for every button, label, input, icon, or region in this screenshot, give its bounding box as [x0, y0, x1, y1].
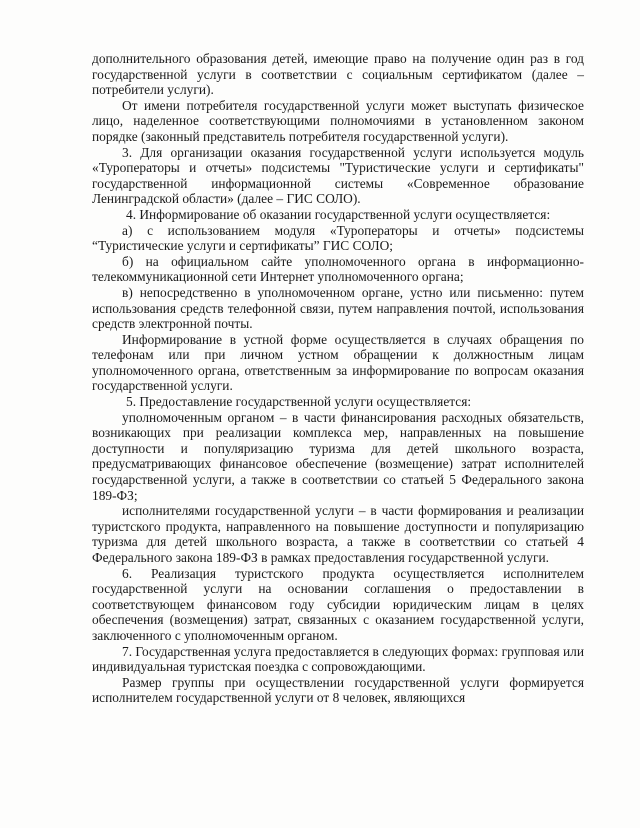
paragraph-5-executors: исполнителями государственной услуги – в части формирования и реализации туристского продукта, направленного на повышение доступности и популяризацию туризма для детей школьного возраста, а также в соответствии со статьей 4 Федерального закона 189-ФЗ в рамках предоставления государственной услуги. [92, 503, 584, 565]
paragraph-4: 4. Информирование об оказании государственной услуги осуществляется: [126, 206, 551, 222]
paragraph-4a: а) с использованием модуля «Туроператоры и отчеты» подсистемы “Туристические услуги и сертификаты” ГИС СОЛО; [92, 222, 584, 254]
paragraph-oral-info: Информирование в устной форме осуществляется в случаях обращения по телефонам или при личном устном обращении к должностным лицам уполномоченного органа, ответственным за информирование по вопросам оказания государственной услуги. [92, 331, 584, 394]
paragraph-5: 5. Предоставление государственной услуги осуществляется: [126, 394, 472, 410]
paragraph-6: 6. Реализация туристского продукта осуществляется исполнителем государственной услуги на основании соглашения о предоставлении в соответствующем финансовом году субсидии юридическим лицам в целях обеспечения (возмещения) затрат, связанных с оказанием государственной услуги, заключенного с уполномоченным органом. [92, 565, 584, 643]
paragraph-representative: От имени потребителя государственной услуги может выступать физическое лицо, наделенное соответствующими полномочиями в установленном законом порядке (законный представитель потребителя государственной услуги). [92, 97, 584, 144]
paragraph-4b: б) на официальном сайте уполномоченного органа в информационно-телекоммуникационной сети Интернет уполномоченного органа; [92, 253, 584, 285]
paragraph-group-size: Размер группы при осуществлении государственной услуги формируется исполнителем государственной услуги от 8 человек, являющихся [92, 674, 584, 706]
paragraph-4c: в) непосредственно в уполномоченном органе, устно или письменно: путем использования средств телефонной связи, путем направления почтой, использования средств электронной почты. [92, 284, 584, 332]
paragraph-7: 7. Государственная услуга предоставляется в следующих формах: групповая или индивидуальная туристская поездка с сопровождающими. [92, 643, 584, 675]
paragraph-3: 3. Для организации оказания государственной услуги используется модуль «Туроператоры и отчеты» подсистемы "Туристические услуги и сертификаты" государственной информационной системы «Современное образование Ленинградской области» (далее – ГИС СОЛО). [92, 144, 584, 207]
document-body [92, 51, 584, 706]
paragraph-continuation: дополнительного образования детей, имеющие право на получение один раз в год государственной услуги в соответствии с социальным сертификатом (далее – потребители услуги). [92, 51, 584, 98]
paragraph-5-authorized-body: уполномоченным органом – в части финансирования расходных обязательств, возникающих при реализации комплекса мер, направленных на повышение доступности и популяризацию туризма для детей школьного возраста, предусматривающих финансовое обеспечение (возмещение) затрат исполнителей государственной услуги, а также в соответствии со статьей 5 Федерального закона 189-ФЗ; [92, 409, 584, 503]
